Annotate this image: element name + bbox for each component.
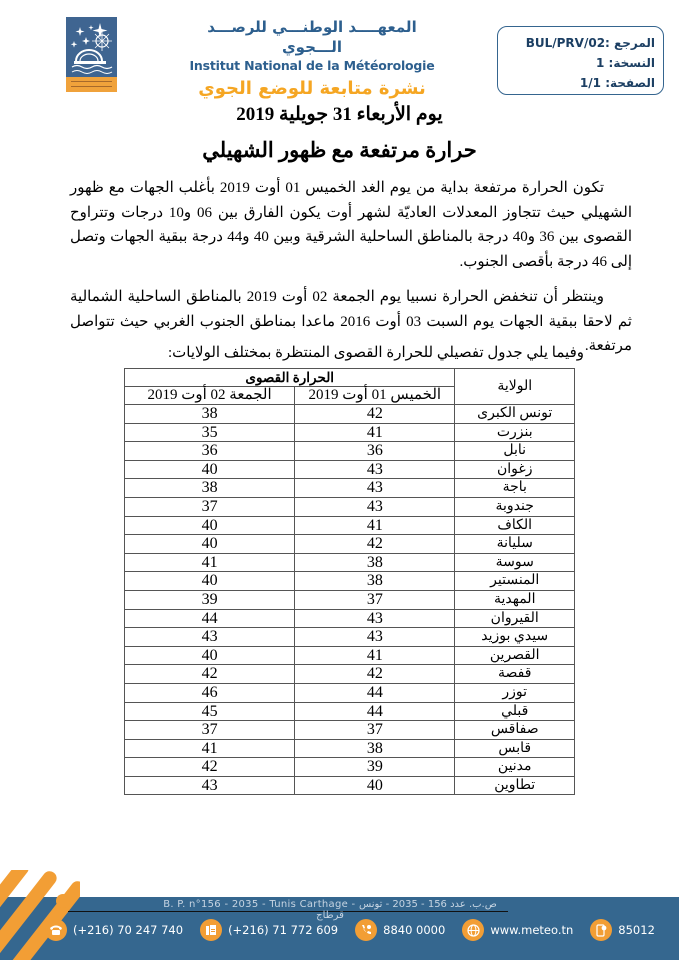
day1-temp-cell: 40: [295, 776, 455, 795]
day2-temp-cell: 42: [125, 665, 295, 684]
max-temperature-table: [124, 368, 575, 795]
governorate-cell: المنستير: [455, 572, 575, 591]
column-header-day2: الجمعة 02 أوت 2019: [125, 387, 295, 405]
institute-heading: [188, 17, 436, 103]
day1-temp-cell: 36: [295, 442, 455, 461]
table-row: [125, 553, 575, 572]
governorate-cell: تطاوين: [455, 776, 575, 795]
governorate-cell: نابل: [455, 442, 575, 461]
day2-temp-cell: 46: [125, 683, 295, 702]
contact-website[interactable]: www.meteo.tn: [462, 919, 573, 941]
logo-emblem-icon: [66, 17, 117, 77]
page-value: 1/1: [579, 76, 601, 90]
table-row: [125, 646, 575, 665]
copy-row: النسخة: 1: [596, 56, 655, 70]
day1-temp-cell: 43: [295, 479, 455, 498]
governorate-cell: سوسة: [455, 553, 575, 572]
day1-temp-cell: 37: [295, 590, 455, 609]
phone-call-icon: [355, 919, 377, 941]
table-row: [125, 721, 575, 740]
day2-temp-cell: 41: [125, 553, 295, 572]
governorate-cell: القصرين: [455, 646, 575, 665]
day2-temp-cell: 40: [125, 516, 295, 535]
telephone-icon: [45, 919, 67, 941]
day1-temp-cell: 38: [295, 553, 455, 572]
governorate-cell: باجة: [455, 479, 575, 498]
day2-temp-cell: 39: [125, 590, 295, 609]
day2-temp-cell: 40: [125, 572, 295, 591]
footer-address: B. P. n°156 - 2035 - Tunis Carthage - ص.ب. عدد 156 - 2035 - تونس قرطاج: [163, 899, 497, 921]
paragraph-table-intro: وفيما يلي جدول تفصيلي للحرارة القصوى المنتظرة بمختلف الولايات:: [168, 345, 584, 361]
governorate-cell: الكاف: [455, 516, 575, 535]
day2-temp-cell: 44: [125, 609, 295, 628]
day2-temp-cell: 42: [125, 758, 295, 777]
governorate-cell: سيدي بوزيد: [455, 628, 575, 647]
contact-sms[interactable]: 85012: [590, 919, 655, 941]
day2-temp-cell: 37: [125, 721, 295, 740]
institute-name-arabic: المعهــــد الوطنـــي للرصـــد الـــجوي: [207, 18, 417, 56]
institute-logo: [66, 17, 117, 92]
day1-temp-cell: 41: [295, 516, 455, 535]
governorate-cell: سليانة: [455, 535, 575, 554]
main-title: حرارة مرتفعة مع ظهور الشهيلي: [202, 138, 477, 162]
day1-temp-cell: 42: [295, 535, 455, 554]
day2-temp-cell: 45: [125, 702, 295, 721]
day2-temp-cell: 41: [125, 739, 295, 758]
day1-temp-cell: 44: [295, 702, 455, 721]
logo-caption-band: [66, 77, 117, 92]
governorate-cell: قابس: [455, 739, 575, 758]
paragraph-decline: وينتظر أن تنخفض الحرارة نسبيا يوم الجمعة 02 أوت 2019 بالمناطق الساحلية الشمالية ثم لاحقا ببقية الجهات يوم السبت 03 أوت 2016 ماعدا بمناطق الجنوب الغربي حيث تتواصل مرتفعة.: [70, 289, 632, 354]
day1-temp-cell: 41: [295, 646, 455, 665]
day2-temp-cell: 38: [125, 405, 295, 424]
bulletin-title: نشرة متابعة للوضع الجوي: [198, 78, 426, 99]
day1-temp-cell: 39: [295, 758, 455, 777]
page-row: الصفحة: 1/1: [579, 76, 655, 90]
day1-temp-cell: 42: [295, 665, 455, 684]
globe-icon: [462, 919, 484, 941]
governorate-cell: تونس الكبرى: [455, 405, 575, 424]
fax-icon: [200, 919, 222, 941]
day2-temp-cell: 37: [125, 497, 295, 516]
table-row: [125, 423, 575, 442]
contact-telephone[interactable]: (+216) 70 247 740: [45, 919, 183, 941]
table-row: [125, 479, 575, 498]
day2-temp-cell: 40: [125, 460, 295, 479]
table-row: [125, 442, 575, 461]
table-row: [125, 535, 575, 554]
day1-temp-cell: 42: [295, 405, 455, 424]
date-title: يوم الأربعاء 31 جويلية 2019: [236, 104, 443, 125]
table-row: [125, 609, 575, 628]
reference-row: المرجع :BUL/PRV/02: [525, 36, 655, 50]
paragraph-forecast: تكون الحرارة مرتفعة بداية من يوم الغد الخميس 01 أوت 2019 بأغلب الجهات مع ظهور الشهيلي حيث تتجاوز المعدلات العاديّة لشهر أوت يكون الفارق بين 06 و10 درجات وتتراوح القصوى بين 36 و40 درجة بالمناطق الساحلية الشرقية وبين 40 و44 درجة ببقية الجهات وتصل إلى 46 درجة بأقصى الجنوب.: [70, 180, 633, 270]
day1-temp-cell: 43: [295, 497, 455, 516]
table-row: [125, 702, 575, 721]
table-row: [125, 516, 575, 535]
day1-temp-cell: 38: [295, 739, 455, 758]
governorate-cell: قبلي: [455, 702, 575, 721]
day1-temp-cell: 38: [295, 572, 455, 591]
reference-box: [497, 26, 664, 95]
table-row: [125, 683, 575, 702]
sms-icon: [590, 919, 612, 941]
column-header-governorate: الولاية: [455, 369, 575, 405]
governorate-cell: توزر: [455, 683, 575, 702]
day2-temp-cell: 35: [125, 423, 295, 442]
institute-name-french: Institut National de la Météorologie: [189, 58, 435, 73]
governorate-cell: زغوان: [455, 460, 575, 479]
contact-hotline[interactable]: 8840 0000: [355, 919, 445, 941]
governorate-cell: بنزرت: [455, 423, 575, 442]
day1-temp-cell: 37: [295, 721, 455, 740]
day1-temp-cell: 41: [295, 423, 455, 442]
table-row: [125, 758, 575, 777]
day2-temp-cell: 43: [125, 776, 295, 795]
table-row: [125, 776, 575, 795]
table-row: [125, 665, 575, 684]
table-row: [125, 497, 575, 516]
column-header-day1: الخميس 01 أوت 2019: [295, 387, 455, 405]
table-row: [125, 460, 575, 479]
governorate-cell: مدنين: [455, 758, 575, 777]
governorate-cell: صفاقس: [455, 721, 575, 740]
reference-value: BUL/PRV/02: [525, 36, 606, 50]
table-row: [125, 590, 575, 609]
governorate-cell: جندوبة: [455, 497, 575, 516]
table-row: [125, 572, 575, 591]
footer-contacts: [45, 917, 672, 943]
governorate-cell: قفصة: [455, 665, 575, 684]
contact-fax[interactable]: (+216) 71 772 609: [200, 919, 338, 941]
day2-temp-cell: 38: [125, 479, 295, 498]
footer-decoration: [0, 870, 80, 960]
day2-temp-cell: 40: [125, 535, 295, 554]
governorate-cell: المهدية: [455, 590, 575, 609]
day2-temp-cell: 36: [125, 442, 295, 461]
copy-value: 1: [596, 56, 605, 70]
day1-temp-cell: 43: [295, 609, 455, 628]
table-row: [125, 405, 575, 424]
table-row: [125, 739, 575, 758]
column-header-max-temp: الحرارة القصوى: [125, 369, 455, 387]
table-row: [125, 628, 575, 647]
day1-temp-cell: 43: [295, 628, 455, 647]
day2-temp-cell: 43: [125, 628, 295, 647]
governorate-cell: القيروان: [455, 609, 575, 628]
day1-temp-cell: 43: [295, 460, 455, 479]
day1-temp-cell: 44: [295, 683, 455, 702]
day2-temp-cell: 40: [125, 646, 295, 665]
